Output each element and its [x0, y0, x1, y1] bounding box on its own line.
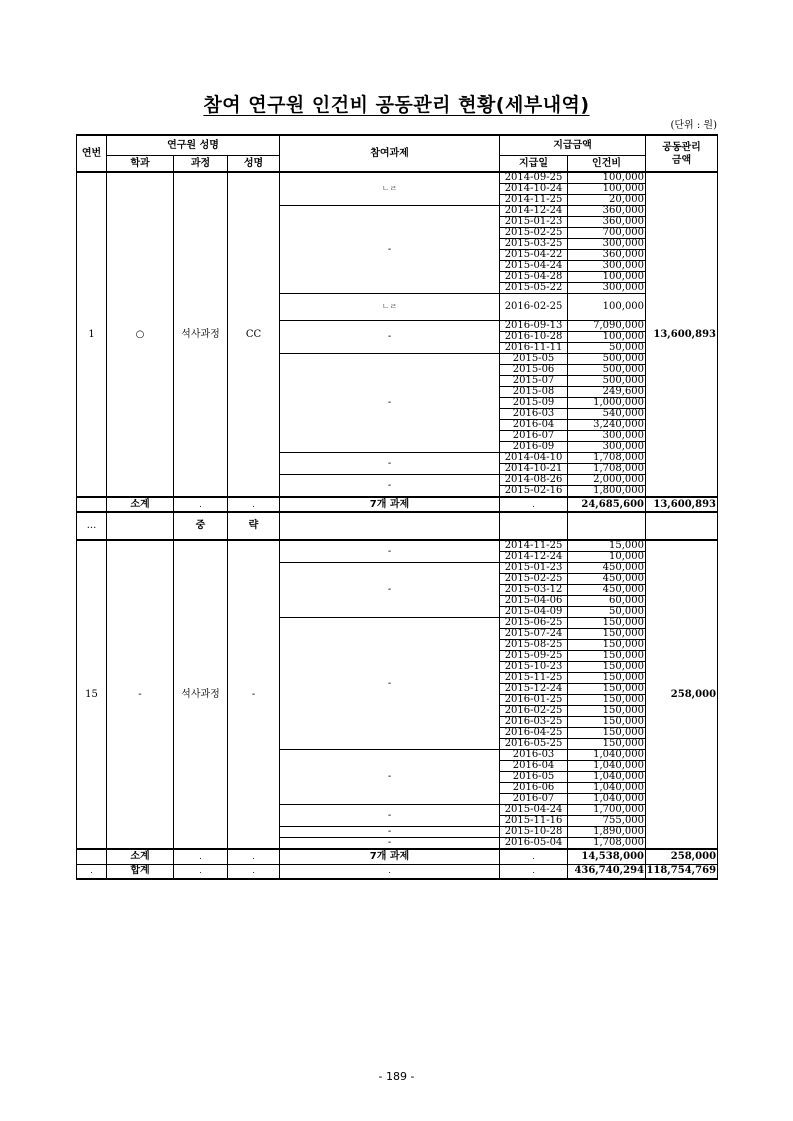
labor-cost-cell: 1,700,000	[568, 805, 646, 816]
name-cell: CC	[228, 172, 280, 497]
labor-cost-cell: 450,000	[568, 585, 646, 596]
omitted-mid: 중	[174, 512, 228, 540]
pay-date-cell: 2015-01-23	[500, 217, 568, 228]
unit-label: (단위 : 원)	[670, 120, 717, 131]
total-projects: .	[280, 864, 500, 879]
labor-cost-cell: 150,000	[568, 662, 646, 673]
labor-cost-cell: 1,040,000	[568, 761, 646, 772]
dept-cell: -	[107, 540, 174, 849]
pay-date-cell: 2015-01-23	[500, 563, 568, 574]
labor-cost-cell: 540,000	[568, 409, 646, 420]
labor-cost-cell: 60,000	[568, 596, 646, 607]
labor-cost-cell: 755,000	[568, 816, 646, 827]
labor-cost-cell: 150,000	[568, 618, 646, 629]
header-name: 성명	[228, 156, 280, 173]
name-cell: -	[228, 540, 280, 849]
dept-cell: ○	[107, 172, 174, 497]
labor-cost-cell: 2,000,000	[568, 475, 646, 486]
total-amount: 436,740,294	[568, 864, 646, 879]
pay-date-cell: 2015-09-25	[500, 651, 568, 662]
pay-date-cell: 2016-09-13	[500, 321, 568, 332]
pay-date-cell: 2014-10-21	[500, 464, 568, 475]
labor-cost-cell: 300,000	[568, 239, 646, 250]
labor-cost-cell: 300,000	[568, 431, 646, 442]
subtotal-dept: .	[174, 497, 228, 512]
subtotal-joint: 13,600,893	[646, 497, 718, 512]
pay-date-cell: 2016-11-11	[500, 343, 568, 354]
page-number: - 189 -	[378, 1070, 415, 1083]
labor-cost-cell: 1,708,000	[568, 453, 646, 464]
pay-date-cell: 2015-04-22	[500, 250, 568, 261]
total-dept: .	[174, 864, 228, 879]
course-cell: 석사과정	[174, 540, 228, 849]
header-row	[77, 135, 718, 156]
labor-cost-cell: 500,000	[568, 365, 646, 376]
pay-date-cell: 2016-06	[500, 783, 568, 794]
project-cell: -	[280, 805, 500, 827]
empty-cell	[77, 497, 107, 512]
pay-date-cell: 2015-02-16	[500, 486, 568, 498]
pay-date-cell: 2015-11-16	[500, 816, 568, 827]
pay-date-cell: 2015-08	[500, 387, 568, 398]
total-row	[77, 864, 718, 879]
pay-date-cell: 2016-07	[500, 431, 568, 442]
table-row	[77, 540, 718, 552]
subtotal-joint: 258,000	[646, 849, 718, 864]
header-labor-cost: 인건비	[568, 156, 646, 173]
project-cell: -	[280, 750, 500, 805]
labor-cost-cell: 150,000	[568, 695, 646, 706]
labor-cost-cell: 100,000	[568, 332, 646, 343]
labor-cost-cell: 150,000	[568, 717, 646, 728]
project-cell: -	[280, 354, 500, 453]
header-course: 과정	[174, 156, 228, 173]
labor-cost-cell: 360,000	[568, 217, 646, 228]
pay-date-cell: 2015-03-12	[500, 585, 568, 596]
labor-cost-cell: 1,708,000	[568, 464, 646, 475]
header-joint-mgmt: 공동관리 금액	[646, 135, 718, 172]
omitted-seq: ...	[77, 512, 107, 540]
subtotal-course: .	[228, 497, 280, 512]
pay-date-cell: 2016-07	[500, 794, 568, 805]
total-date: .	[500, 864, 568, 879]
project-cell: -	[280, 563, 500, 618]
labor-cost-cell: 150,000	[568, 629, 646, 640]
course-cell: 석사과정	[174, 172, 228, 497]
pay-date-cell: 2016-05-04	[500, 838, 568, 850]
pay-date-cell: 2015-02-25	[500, 574, 568, 585]
pay-date-cell: 2015-10-23	[500, 662, 568, 673]
labor-cost-cell: 450,000	[568, 563, 646, 574]
omitted-row	[77, 512, 718, 540]
pay-date-cell: 2016-02-25	[500, 706, 568, 717]
pay-date-cell: 2016-04-25	[500, 728, 568, 739]
pay-date-cell: 2016-03	[500, 750, 568, 761]
labor-cost-cell: 450,000	[568, 574, 646, 585]
subtotal-date: .	[500, 497, 568, 512]
labor-cost-cell: 1,040,000	[568, 783, 646, 794]
labor-cost-cell: 3,240,000	[568, 420, 646, 431]
labor-cost-cell: 360,000	[568, 250, 646, 261]
labor-cost-cell: 50,000	[568, 607, 646, 618]
empty-cell	[500, 512, 568, 540]
pay-date-cell: 2015-06	[500, 365, 568, 376]
project-cell: -	[280, 540, 500, 563]
labor-cost-cell: 1,040,000	[568, 750, 646, 761]
labor-cost-cell: 150,000	[568, 651, 646, 662]
pay-date-cell: 2015-04-24	[500, 261, 568, 272]
pay-date-cell: 2016-10-28	[500, 332, 568, 343]
seq-cell: 1	[77, 172, 107, 497]
pay-date-cell: 2016-03	[500, 409, 568, 420]
pay-date-cell: 2015-05	[500, 354, 568, 365]
pay-date-cell: 2015-02-25	[500, 228, 568, 239]
personnel-cost-table	[76, 134, 718, 880]
pay-date-cell: 2015-07-24	[500, 629, 568, 640]
labor-cost-cell: 360,000	[568, 206, 646, 217]
empty-cell	[646, 512, 718, 540]
empty-cell	[107, 512, 174, 540]
subtotal-projects: 7개 과제	[280, 849, 500, 864]
table-row	[77, 172, 718, 184]
labor-cost-cell: 1,800,000	[568, 486, 646, 498]
labor-cost-cell: 7,090,000	[568, 321, 646, 332]
project-cell: ㄴㄹ	[280, 172, 500, 206]
labor-cost-cell: 700,000	[568, 228, 646, 239]
project-cell: -	[280, 206, 500, 294]
pay-date-cell: 2016-01-25	[500, 695, 568, 706]
pay-date-cell: 2014-12-24	[500, 206, 568, 217]
pay-date-cell: 2015-04-24	[500, 805, 568, 816]
pay-date-cell: 2015-05-22	[500, 283, 568, 294]
pay-date-cell: 2016-02-25	[500, 294, 568, 321]
total-joint: 118,754,769	[646, 864, 718, 879]
subtotal-projects: 7개 과제	[280, 497, 500, 512]
header-project: 참여과제	[280, 135, 500, 172]
pay-date-cell: 2014-04-10	[500, 453, 568, 464]
pay-date-cell: 2016-03-25	[500, 717, 568, 728]
labor-cost-cell: 20,000	[568, 195, 646, 206]
project-cell: -	[280, 838, 500, 850]
pay-date-cell: 2016-05	[500, 772, 568, 783]
seq-cell: 15	[77, 540, 107, 849]
labor-cost-cell: 150,000	[568, 684, 646, 695]
project-cell: -	[280, 827, 500, 838]
joint-amount-cell: 13,600,893	[646, 172, 718, 497]
labor-cost-cell: 500,000	[568, 354, 646, 365]
subtotal-date: .	[500, 849, 568, 864]
pay-date-cell: 2014-11-25	[500, 540, 568, 552]
project-cell: -	[280, 618, 500, 750]
pay-date-cell: 2015-03-25	[500, 239, 568, 250]
empty-cell	[280, 512, 500, 540]
pay-date-cell: 2015-04-28	[500, 272, 568, 283]
project-cell: ㄴㄹ	[280, 294, 500, 321]
pay-date-cell: 2016-05-25	[500, 739, 568, 750]
page-title: 참여 연구원 인건비 공동관리 현황(세부내역)	[203, 94, 590, 116]
labor-cost-cell: 1,040,000	[568, 772, 646, 783]
subtotal-amount: 24,685,600	[568, 497, 646, 512]
subtotal-label: 소계	[107, 497, 174, 512]
labor-cost-cell: 100,000	[568, 272, 646, 283]
pay-date-cell: 2014-10-24	[500, 184, 568, 195]
labor-cost-cell: 100,000	[568, 294, 646, 321]
labor-cost-cell: 150,000	[568, 706, 646, 717]
labor-cost-cell: 1,708,000	[568, 838, 646, 850]
empty-cell	[568, 512, 646, 540]
project-cell: -	[280, 321, 500, 354]
labor-cost-cell: 100,000	[568, 172, 646, 184]
labor-cost-cell: 150,000	[568, 640, 646, 651]
pay-date-cell: 2015-08-25	[500, 640, 568, 651]
total-seq: .	[77, 864, 107, 879]
pay-date-cell: 2015-07	[500, 376, 568, 387]
labor-cost-cell: 15,000	[568, 540, 646, 552]
pay-date-cell: 2014-08-26	[500, 475, 568, 486]
pay-date-cell: 2016-09	[500, 442, 568, 453]
pay-date-cell: 2015-06-25	[500, 618, 568, 629]
pay-date-cell: 2015-09	[500, 398, 568, 409]
header-pay-date: 지급일	[500, 156, 568, 173]
labor-cost-cell: 1,000,000	[568, 398, 646, 409]
pay-date-cell: 2016-04	[500, 761, 568, 772]
header-dept: 학과	[107, 156, 174, 173]
total-label: 합계	[107, 864, 174, 879]
pay-date-cell: 2015-12-24	[500, 684, 568, 695]
pay-date-cell: 2015-04-06	[500, 596, 568, 607]
pay-date-cell: 2015-10-28	[500, 827, 568, 838]
labor-cost-cell: 150,000	[568, 728, 646, 739]
joint-amount-cell: 258,000	[646, 540, 718, 849]
pay-date-cell: 2016-04	[500, 420, 568, 431]
pay-date-cell: 2014-12-24	[500, 552, 568, 563]
pay-date-cell: 2015-04-09	[500, 607, 568, 618]
project-cell: -	[280, 453, 500, 475]
labor-cost-cell: 10,000	[568, 552, 646, 563]
project-cell: -	[280, 475, 500, 498]
labor-cost-cell: 300,000	[568, 283, 646, 294]
header-researcher: 연구원 성명	[107, 135, 280, 156]
subtotal-row	[77, 497, 718, 512]
header-seq: 연번	[77, 135, 107, 172]
header-payment: 지급금액	[500, 135, 646, 156]
labor-cost-cell: 150,000	[568, 739, 646, 750]
labor-cost-cell: 500,000	[568, 376, 646, 387]
total-course: .	[228, 864, 280, 879]
subtotal-amount: 14,538,000	[568, 849, 646, 864]
pay-date-cell: 2015-11-25	[500, 673, 568, 684]
labor-cost-cell: 249,600	[568, 387, 646, 398]
labor-cost-cell: 1,890,000	[568, 827, 646, 838]
empty-cell	[77, 849, 107, 864]
subtotal-row	[77, 849, 718, 864]
subtotal-dept: .	[174, 849, 228, 864]
subtotal-label: 소계	[107, 849, 174, 864]
subtotal-course: .	[228, 849, 280, 864]
labor-cost-cell: 1,040,000	[568, 794, 646, 805]
pay-date-cell: 2014-11-25	[500, 195, 568, 206]
pay-date-cell: 2014-09-25	[500, 172, 568, 184]
labor-cost-cell: 100,000	[568, 184, 646, 195]
labor-cost-cell: 150,000	[568, 673, 646, 684]
omitted-abbr: 략	[228, 512, 280, 540]
labor-cost-cell: 300,000	[568, 442, 646, 453]
labor-cost-cell: 50,000	[568, 343, 646, 354]
labor-cost-cell: 300,000	[568, 261, 646, 272]
